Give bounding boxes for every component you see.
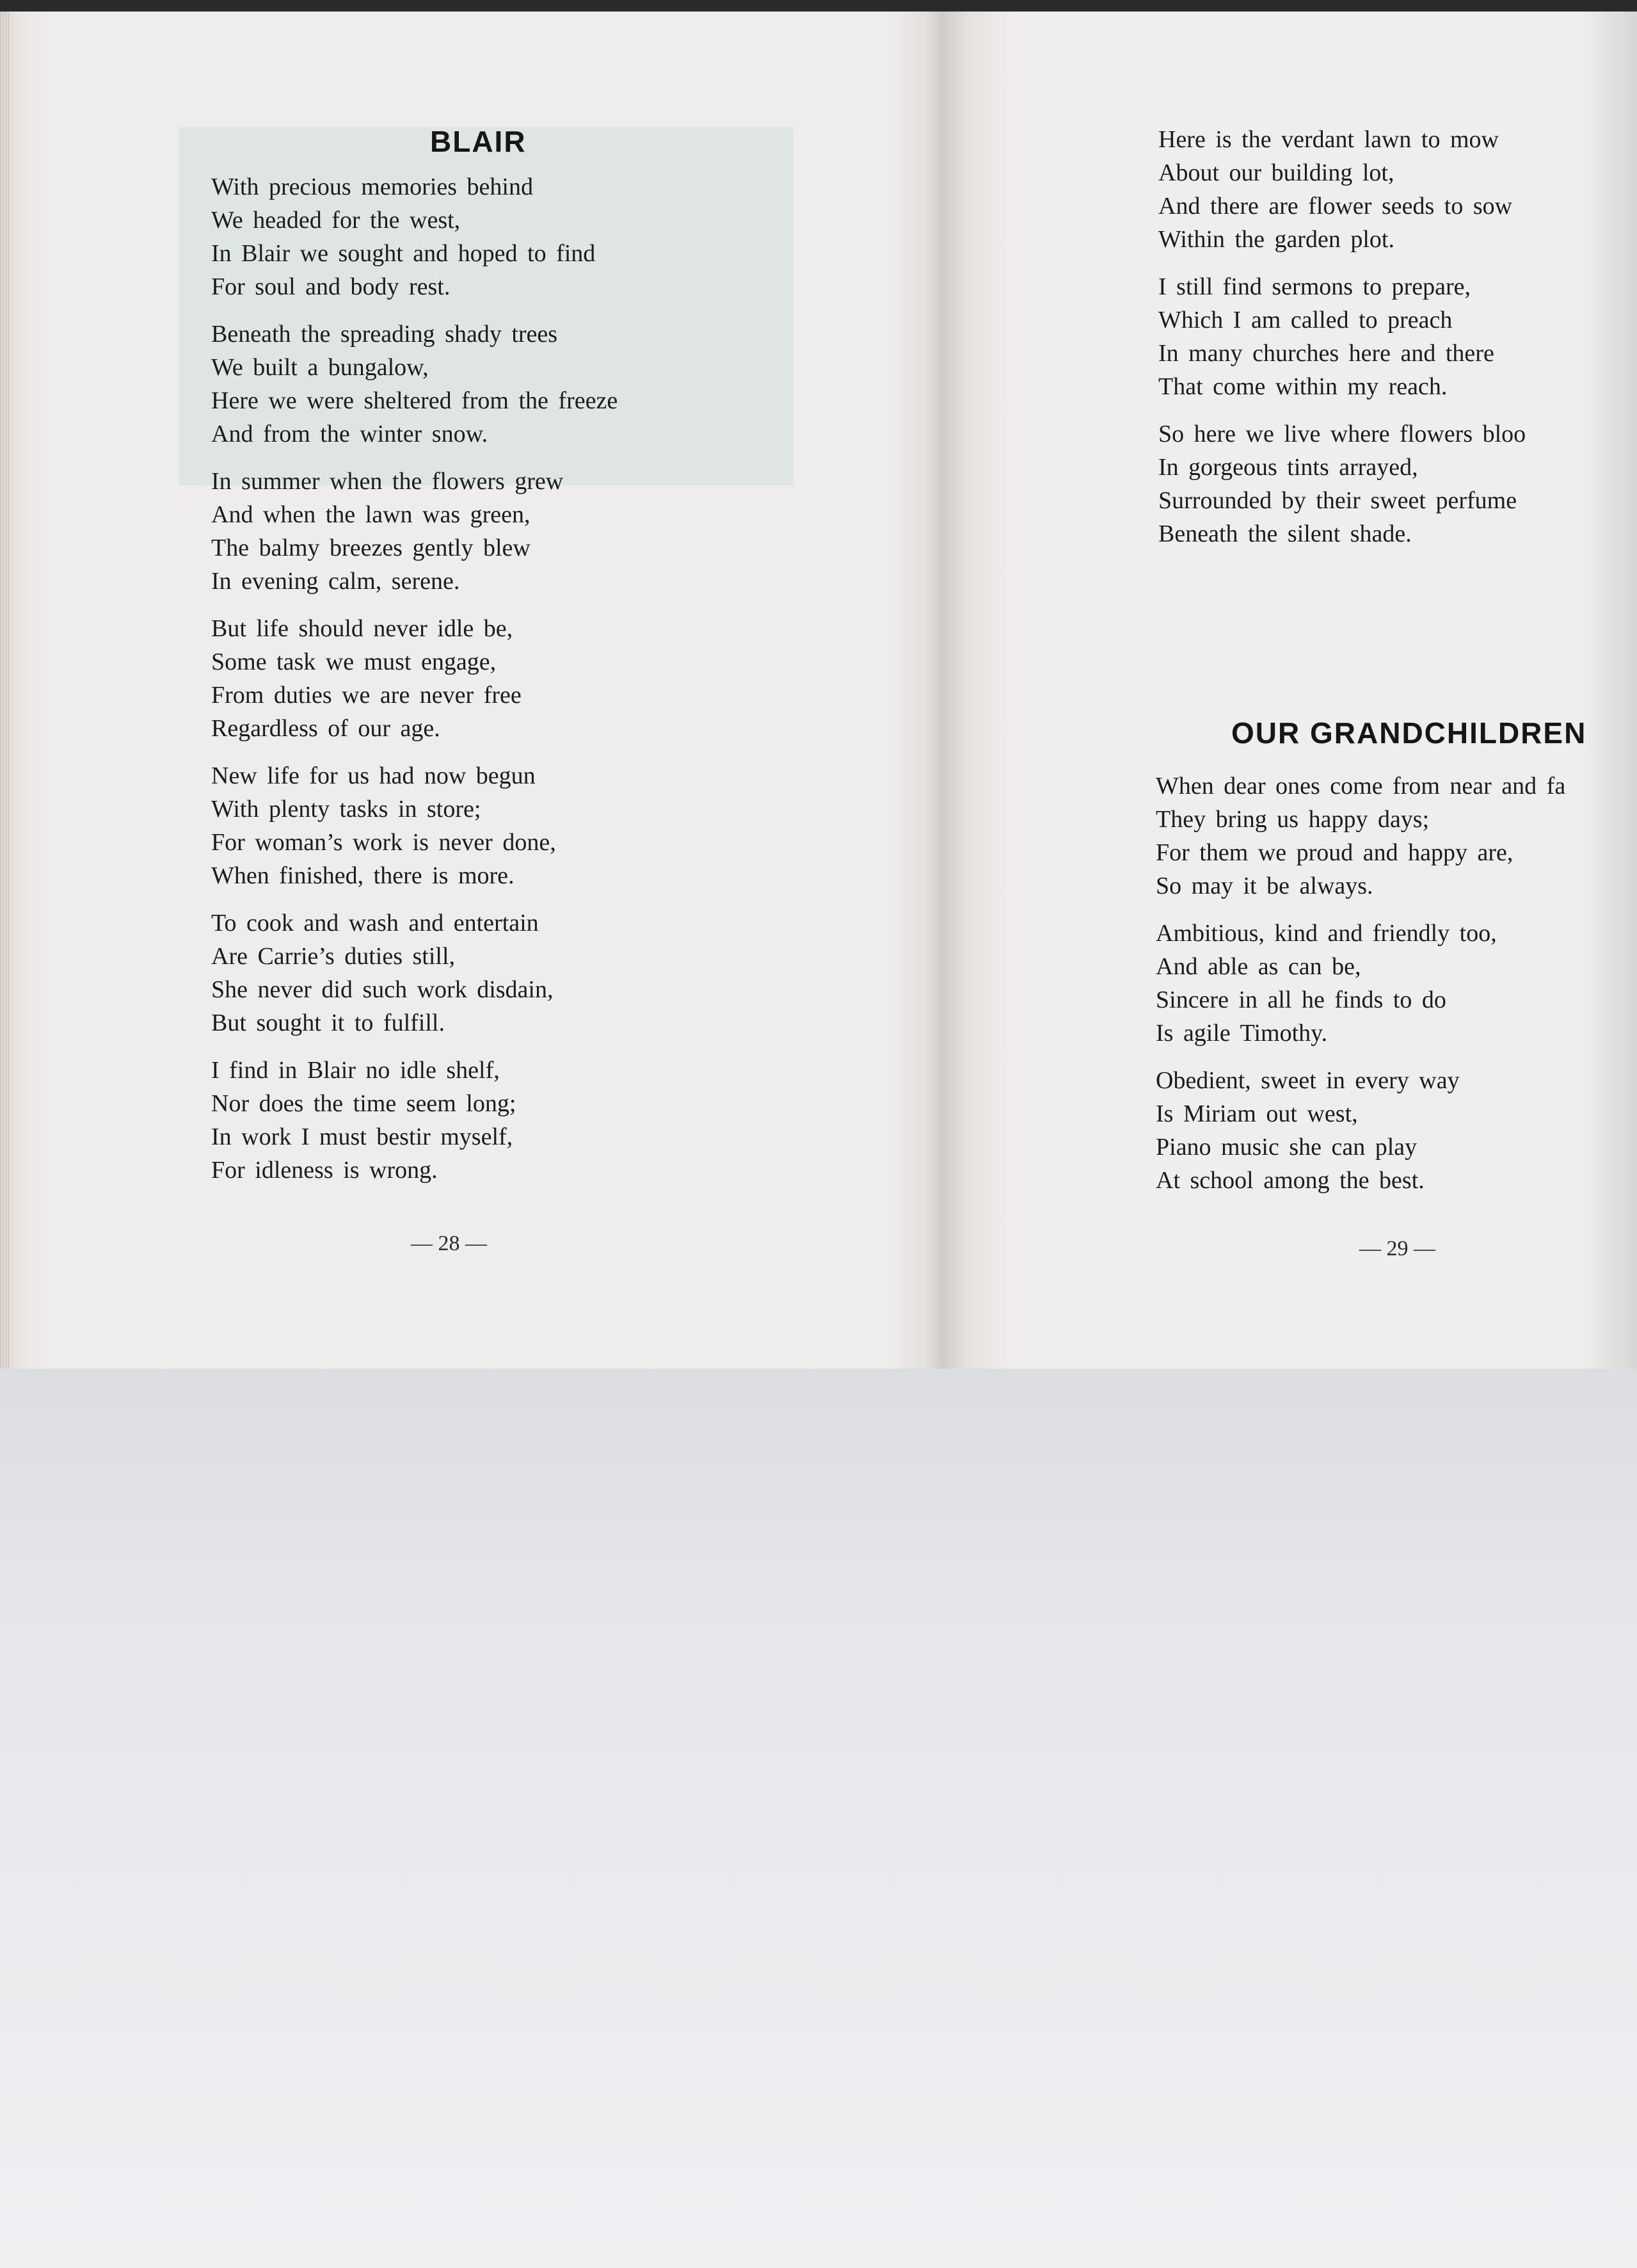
- poem-grandchildren-body: [1156, 769, 1565, 1211]
- poem-line: Sincere in all he finds to do: [1156, 986, 1446, 1013]
- left-page: [0, 12, 942, 1369]
- stanza: [211, 906, 618, 1040]
- poem-line: Here is the verdant lawn to mow: [1158, 126, 1499, 153]
- poem-line: They bring us happy days;: [1156, 806, 1430, 833]
- stanza: [1156, 769, 1565, 903]
- poem-line: In many churches here and there: [1158, 340, 1494, 367]
- stanza: [1158, 123, 1526, 256]
- stanza: [1156, 1064, 1565, 1197]
- poem-line: When dear ones come from near and fa: [1156, 773, 1566, 800]
- poem-line: With plenty tasks in store;: [211, 796, 481, 823]
- open-book: [0, 12, 1637, 1369]
- stanza: [211, 612, 618, 745]
- poem-line: Surrounded by their sweet perfume: [1158, 487, 1517, 514]
- poem-line: The balmy breezes gently blew: [211, 535, 531, 561]
- poem-line: Obedient, sweet in every way: [1156, 1067, 1460, 1094]
- poem-line: Is Miriam out west,: [1156, 1100, 1358, 1127]
- poem-line: And there are flower seeds to sow: [1158, 193, 1513, 220]
- scanner-top-edge: [0, 0, 1637, 12]
- poem-title-grandchildren: OUR GRANDCHILDREN: [1231, 716, 1587, 750]
- poem-line: Nor does the time seem long;: [211, 1090, 516, 1117]
- poem-line: That come within my reach.: [1158, 373, 1448, 400]
- stanza: [1156, 917, 1565, 1050]
- page-number-left: — 28 —: [411, 1232, 487, 1255]
- poem-blair-body: [211, 170, 618, 1201]
- poem-line: Beneath the silent shade.: [1158, 520, 1412, 547]
- poem-line: In work I must bestir myself,: [211, 1123, 513, 1150]
- poem-line: Regardless of our age.: [211, 715, 440, 742]
- poem-line: And able as can be,: [1156, 953, 1361, 980]
- poem-line: From duties we are never free: [211, 682, 522, 709]
- poem-line: About our building lot,: [1158, 159, 1394, 186]
- poem-line: For soul and body rest.: [211, 273, 451, 300]
- page-number-right: — 29 —: [1359, 1237, 1435, 1260]
- scanner-background: [0, 1363, 1637, 2268]
- poem-line: At school among the best.: [1156, 1167, 1425, 1194]
- poem-line: I find in Blair no idle shelf,: [211, 1057, 500, 1084]
- poem-line: I still find sermons to prepare,: [1158, 273, 1471, 300]
- poem-line: For idleness is wrong.: [211, 1157, 438, 1184]
- stanza: [211, 318, 618, 451]
- poem-line: So here we live where flowers bloo: [1158, 421, 1526, 447]
- poem-line: When finished, there is more.: [211, 862, 515, 889]
- stanza: [211, 1054, 618, 1187]
- poem-line: In gorgeous tints arrayed,: [1158, 454, 1418, 481]
- poem-line: Are Carrie’s duties still,: [211, 943, 456, 970]
- poem-line: But life should never idle be,: [211, 615, 513, 642]
- poem-line: In Blair we sought and hoped to find: [211, 240, 596, 267]
- poem-line: Beneath the spreading shady trees: [211, 321, 558, 348]
- poem-line: Some task we must engage,: [211, 648, 497, 675]
- poem-line: Within the garden plot.: [1158, 226, 1394, 253]
- poem-line: Ambitious, kind and friendly too,: [1156, 920, 1497, 947]
- poem-line: We built a bungalow,: [211, 354, 429, 381]
- stanza: [211, 170, 618, 303]
- poem-line: She never did such work disdain,: [211, 976, 554, 1003]
- poem-line: Which I am called to preach: [1158, 307, 1453, 334]
- poem-line: And when the lawn was green,: [211, 501, 531, 528]
- stanza: [1158, 417, 1526, 551]
- poem-line: Piano music she can play: [1156, 1134, 1417, 1161]
- poem-title-blair: BLAIR: [430, 125, 527, 158]
- poem-line: But sought it to fulfill.: [211, 1009, 445, 1036]
- right-page: [942, 12, 1637, 1369]
- page-edges: [0, 12, 9, 1369]
- poem-line: New life for us had now begun: [211, 762, 536, 789]
- poem-continued-body: [1158, 123, 1526, 565]
- poem-line: In evening calm, serene.: [211, 568, 460, 595]
- poem-line: Is agile Timothy.: [1156, 1020, 1328, 1047]
- poem-line: Here we were sheltered from the freeze: [211, 387, 618, 414]
- stanza: [211, 759, 618, 892]
- poem-line: For woman’s work is never done,: [211, 829, 556, 856]
- poem-line: And from the winter snow.: [211, 421, 488, 447]
- stanza: [211, 465, 618, 598]
- poem-line: In summer when the flowers grew: [211, 468, 564, 495]
- poem-line: With precious memories behind: [211, 173, 533, 200]
- poem-line: To cook and wash and entertain: [211, 910, 539, 937]
- poem-line: So may it be always.: [1156, 873, 1373, 899]
- poem-line: We headed for the west,: [211, 207, 461, 234]
- stanza: [1158, 270, 1526, 403]
- poem-line: For them we proud and happy are,: [1156, 839, 1513, 866]
